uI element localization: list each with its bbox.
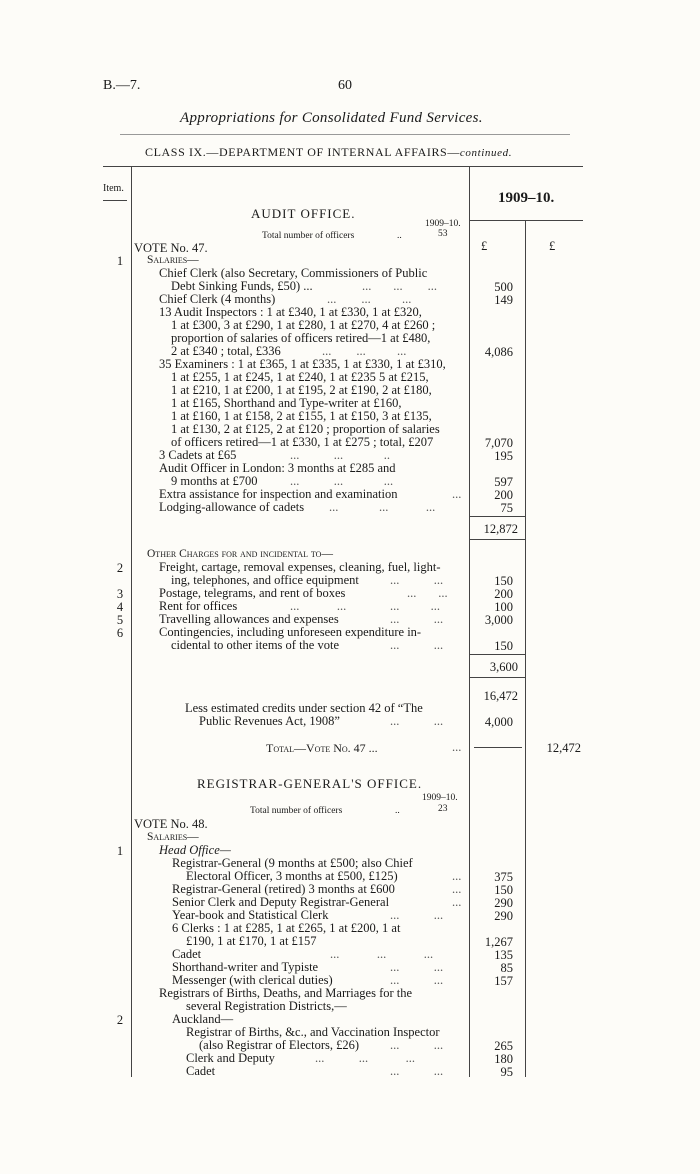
class-heading (145, 145, 512, 160)
line-text: 13 Audit Inspectors : 1 at £340, 1 at £330, 1 at £320, (159, 305, 422, 319)
line-text: 2 at £340 ; total, £336 (171, 344, 281, 358)
line-text: 3 Cadets at £65 (159, 448, 237, 462)
amount: 75 (500, 501, 513, 515)
item-number: 1 (116, 844, 124, 858)
line-text: Year-book and Statistical Clerk (172, 908, 329, 922)
dots: ... ... ... (329, 500, 436, 514)
line-text: 1 at £210, 1 at £200, 1 at £195, 2 at £190, 2 at £180, (171, 383, 432, 397)
class-title: CLASS IX.—DEPARTMENT OF INTERNAL AFFAIRS— (145, 145, 460, 159)
item-number: 2 (116, 1013, 124, 1027)
line-text: Audit Officer in London: 3 months at £285 and (159, 461, 396, 475)
dots: ... (452, 882, 462, 896)
dots: .. (397, 231, 402, 241)
amount: 200 (494, 587, 513, 601)
amount: 85 (500, 961, 513, 975)
subtotal-rule (469, 539, 525, 540)
page-number: 60 (338, 78, 352, 93)
gross-total: 16,472 (483, 689, 518, 703)
less-credits-amount: 4,000 (484, 715, 513, 729)
item-column-header: Item. (103, 183, 124, 194)
less-credits-text: Less estimated credits under section 42 of “The (185, 701, 423, 715)
line-text: 9 months at £700 (171, 474, 258, 488)
line-text: Registrars of Births, Deaths, and Marriages for the (159, 986, 413, 1000)
line-text: Chief Clerk (also Secretary, Commissioners of Public (159, 266, 428, 280)
amount: 4,086 (484, 345, 513, 359)
dots: ... ... (407, 586, 448, 600)
salaries-label: Salaries— (147, 831, 199, 843)
amount: 500 (494, 280, 513, 294)
item-number: 1 (116, 254, 124, 268)
subtotal-rule (469, 516, 525, 517)
item-number: 3 (116, 587, 124, 601)
line-text: Registrar-General (retired) 3 months at £600 (172, 882, 395, 896)
dots: ... ... (390, 573, 444, 587)
dots: ... (452, 869, 462, 883)
dots: ... ... ... (315, 1051, 415, 1065)
dots: ... ... .. (290, 448, 390, 462)
dots: ... (452, 895, 462, 909)
amount: 135 (494, 948, 513, 962)
line-text: of officers retired—1 at £330, 1 at £275 ; total, £207 (171, 435, 434, 449)
line-text: proportion of salaries of officers retired—1 at £480, (171, 331, 431, 345)
vote-47-label: VOTE No. 47. (134, 241, 208, 255)
amount: 149 (494, 293, 513, 307)
line-text: ing, telephones, and office equipment (171, 573, 359, 587)
total-dash (474, 747, 522, 748)
line-text: 35 Examiners : 1 at £365, 1 at £335, 1 at £330, 1 at £310, (159, 357, 446, 371)
line-text: Travelling allowances and expenses (159, 612, 339, 626)
line-text: 1 at £130, 2 at £125, 2 at £120 ; proportion of salaries (171, 422, 440, 436)
salaries-total: 12,872 (483, 522, 518, 536)
table-top-rule (103, 166, 583, 167)
amount: 150 (494, 639, 513, 653)
dots: ... (452, 740, 462, 754)
line-text: 1 at £300, 3 at £290, 1 at £280, 1 at £270, 4 at £260 ; (171, 318, 436, 332)
head-office-label: Head Office— (159, 843, 231, 857)
line-text: Extra assistance for inspection and examination (159, 487, 398, 501)
line-text: Messenger (with clerical duties) (172, 973, 333, 987)
dots: ... (452, 487, 462, 501)
salaries-label: Salaries— (147, 254, 199, 266)
page-title: Appropriations for Consolidated Fund Services. (180, 110, 483, 126)
year-column-header: 1909–10. (498, 190, 555, 206)
subtotal-rule (469, 654, 525, 655)
dots: ... ... ... (290, 474, 394, 488)
dots: .. (395, 806, 400, 816)
amount: 290 (494, 896, 513, 910)
officers-label: Total number of officers (262, 231, 355, 241)
dots: ... ... (390, 714, 444, 728)
officers-year: 1909–10. (422, 793, 458, 803)
line-text: Registrar-General (9 months at £500; also Chief (172, 856, 413, 870)
dots: ... ... (390, 908, 444, 922)
other-charges-total: 3,600 (489, 660, 518, 674)
less-credits-text: Public Revenues Act, 1908” (199, 714, 340, 728)
audit-office-heading: AUDIT OFFICE. (251, 206, 356, 221)
line-text: Cadet (172, 947, 202, 961)
line-text: Contingencies, including unforeseen expenditure in- (159, 625, 422, 639)
dots: ... ... ... (327, 292, 412, 306)
other-charges-label: Other Charges for and incidental to— (147, 548, 333, 560)
line-text: Shorthand-writer and Typiste (172, 960, 319, 974)
amount: 265 (494, 1039, 513, 1053)
item-column-rule (131, 167, 132, 1077)
vote-47-total: 12,472 (546, 741, 581, 755)
total-column-rule (525, 220, 526, 1077)
line-text: Registrar of Births, &c., and Vaccination Inspector (186, 1025, 440, 1039)
continued-label: continued. (459, 147, 513, 159)
item-number: 2 (116, 561, 124, 575)
dots: ... ... ... (322, 344, 407, 358)
line-text: cidental to other items of the vote (171, 638, 340, 652)
amount: 100 (494, 600, 513, 614)
line-text: Clerk and Deputy (186, 1051, 275, 1065)
line-text: several Registration Districts,— (186, 999, 347, 1013)
officers-label: Total number of officers (250, 806, 343, 816)
dots: ... ... (390, 960, 444, 974)
auckland-label: Auckland— (172, 1012, 234, 1026)
registrar-office-heading: REGISTRAR-GENERAL'S OFFICE. (197, 776, 423, 791)
line-text: Senior Clerk and Deputy Registrar-General (172, 895, 390, 909)
officers-year: 1909–10. (425, 219, 461, 229)
line-text: 1 at £255, 1 at £245, 1 at £240, 1 at £235 5 at £215, (171, 370, 429, 384)
line-text: Cadet (186, 1064, 216, 1078)
amount: 1,267 (484, 935, 513, 949)
item-number: 6 (116, 626, 124, 640)
dots: ... ... ... (330, 947, 434, 961)
vote-47-total-label: Total—Vote No. 47 ... (266, 741, 378, 755)
amount: 195 (494, 449, 513, 463)
pound-symbol-1: £ (481, 239, 488, 253)
line-text: £190, 1 at £170, 1 at £157 (186, 934, 317, 948)
amount: 180 (494, 1052, 513, 1066)
pound-symbol-2: £ (549, 239, 556, 253)
amount: 150 (494, 883, 513, 897)
line-text: (also Registrar of Electors, £26) (199, 1038, 360, 1052)
amount: 597 (494, 475, 513, 489)
amount: 150 (494, 574, 513, 588)
amount: 375 (494, 870, 513, 884)
dots: ... ... (390, 612, 444, 626)
year-header-rule (469, 220, 583, 221)
item-header-rule (103, 200, 127, 201)
line-text: Chief Clerk (4 months) (159, 292, 276, 306)
line-text: Electoral Officer, 3 months at £500, £125) (186, 869, 398, 883)
dots: ... ... ... ... (290, 599, 440, 613)
amount: 7,070 (484, 436, 513, 450)
dots: ... ... ... (362, 279, 437, 293)
vote-48-label: VOTE No. 48. (134, 817, 208, 831)
page-ref: B.—7. (103, 78, 141, 93)
line-text: Debt Sinking Funds, £50) ... (171, 279, 313, 293)
amount: 157 (494, 974, 513, 988)
dots: ... ... (390, 1038, 444, 1052)
dots: ... ... (390, 1064, 444, 1078)
line-text: Freight, cartage, removal expenses, cleaning, fuel, light- (159, 560, 441, 574)
officers-count: 53 (438, 229, 448, 239)
dots: ... ... (390, 638, 444, 652)
amount: 290 (494, 909, 513, 923)
item-number: 4 (116, 600, 124, 614)
line-text: 1 at £160, 1 at £158, 2 at £155, 1 at £150, 3 at £135, (171, 409, 432, 423)
subtotal-rule (469, 677, 525, 678)
line-text: Lodging-allowance of cadets (159, 500, 305, 514)
amount: 95 (500, 1065, 513, 1079)
officers-count: 23 (438, 804, 448, 814)
amount: 200 (494, 488, 513, 502)
line-text: Postage, telegrams, and rent of boxes (159, 586, 346, 600)
line-text: Rent for offices (159, 599, 238, 613)
line-text: 6 Clerks : 1 at £285, 1 at £265, 1 at £200, 1 at (172, 921, 401, 935)
dots: ... ... (390, 973, 444, 987)
line-text: 1 at £165, Shorthand and Type-writer at £160, (171, 396, 402, 410)
item-number: 5 (116, 613, 124, 627)
amount: 3,000 (484, 613, 513, 627)
